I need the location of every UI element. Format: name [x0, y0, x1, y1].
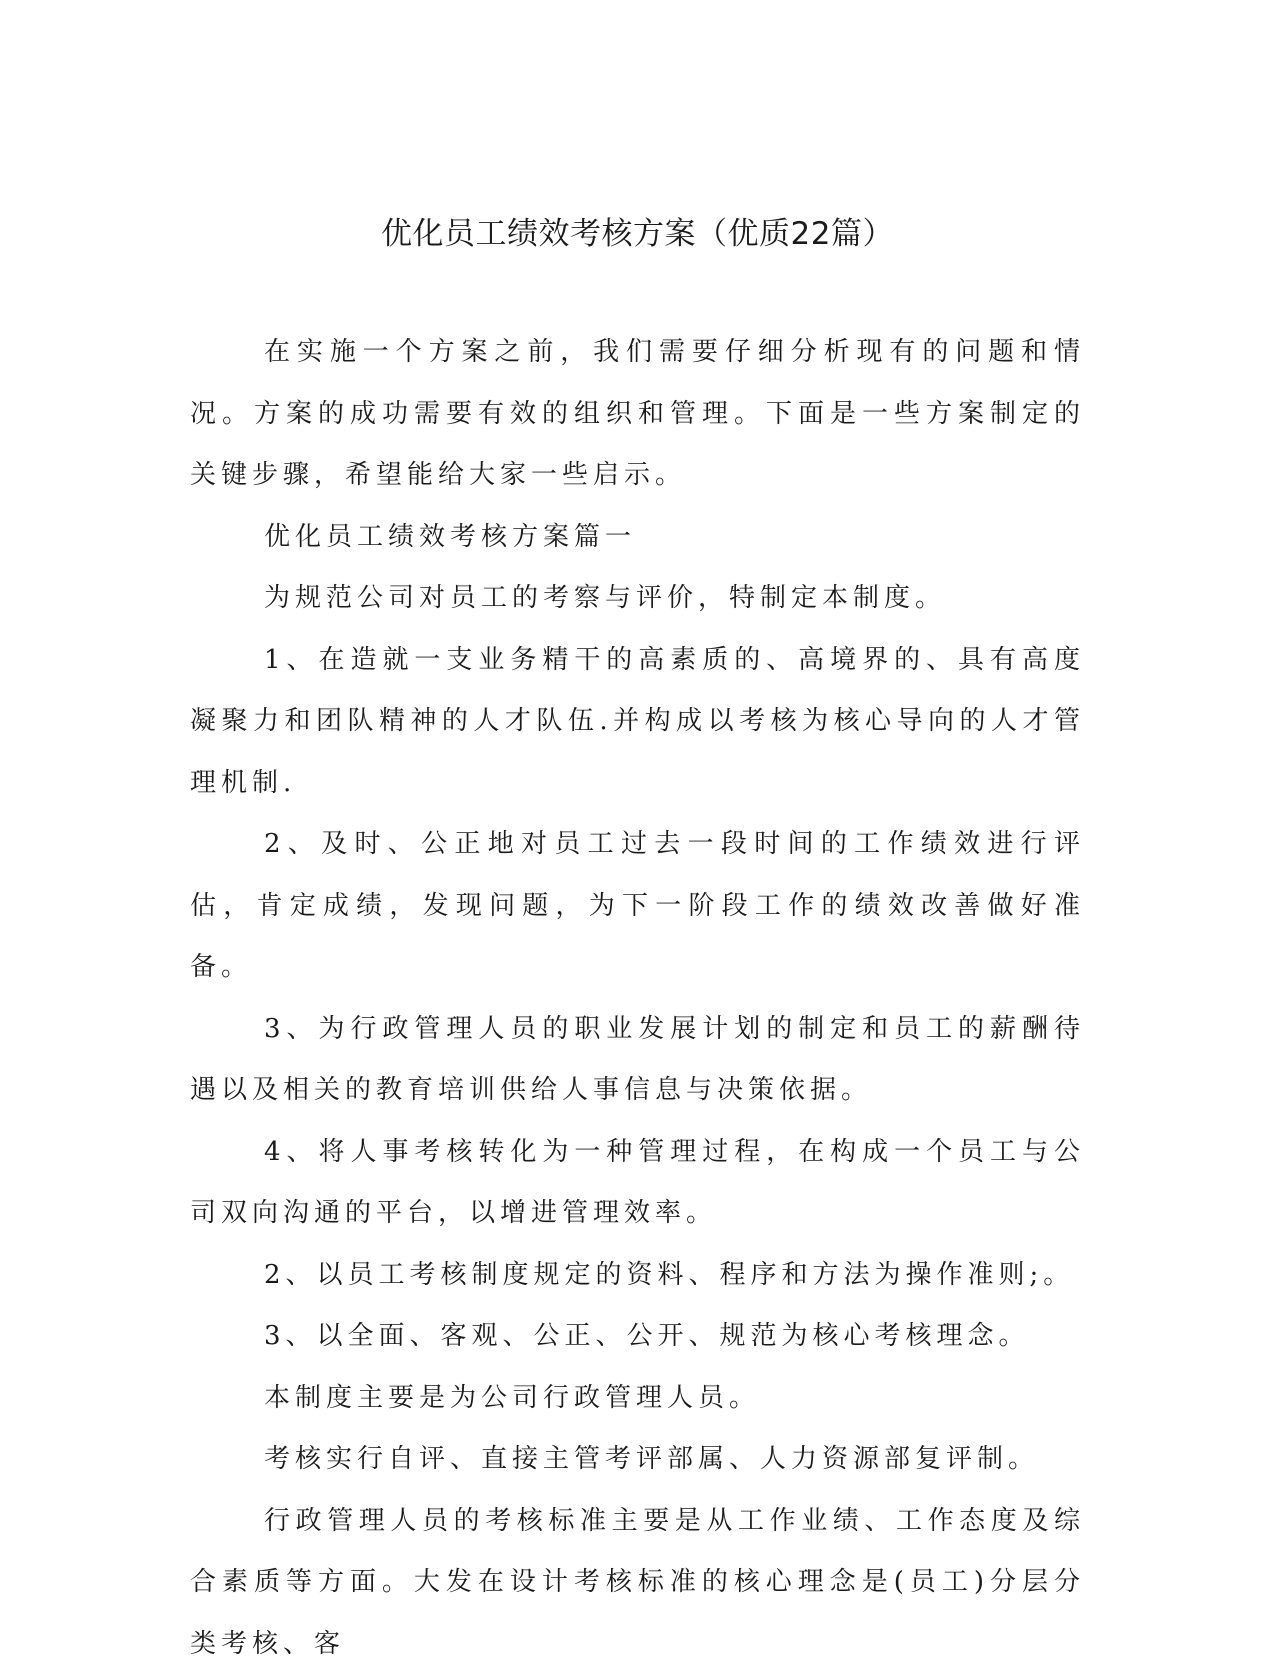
paragraph-standards: 行政管理人员的考核标准主要是从工作业绩、工作态度及综合素质等方面。大发在设计考核标准的核心理念是(员工)分层分类考核、客 — [190, 1491, 1085, 1675]
document-body — [190, 322, 1085, 1675]
paragraph-section-heading: 优化员工绩效考核方案篇一 — [190, 507, 1085, 569]
paragraph-purpose: 为规范公司对员工的考察与评价，特制定本制度。 — [190, 568, 1085, 630]
paragraph-item-2: 2、及时、公正地对员工过去一段时间的工作绩效进行评估，肯定成绩，发现问题，为下一阶段工作的绩效改善做好准备。 — [190, 814, 1085, 999]
paragraph-item-4: 4、将人事考核转化为一种管理过程，在构成一个员工与公司双向沟通的平台，以增进管理效率。 — [190, 1122, 1085, 1245]
paragraph-principle-2: 2、以员工考核制度规定的资料、程序和方法为操作准则;。 — [190, 1245, 1085, 1307]
document-title: 优化员工绩效考核方案（优质22篇） — [0, 208, 1275, 253]
paragraph-principle-3: 3、以全面、客观、公正、公开、规范为核心考核理念。 — [190, 1306, 1085, 1368]
paragraph-intro: 在实施一个方案之前，我们需要仔细分析现有的问题和情况。方案的成功需要有效的组织和管理。下面是一些方案制定的关键步骤，希望能给大家一些启示。 — [190, 322, 1085, 507]
paragraph-scope: 本制度主要是为公司行政管理人员。 — [190, 1368, 1085, 1430]
paragraph-item-3: 3、为行政管理人员的职业发展计划的制定和员工的薪酬待遇以及相关的教育培训供给人事信息与决策依据。 — [190, 999, 1085, 1122]
paragraph-item-1: 1、在造就一支业务精干的高素质的、高境界的、具有高度凝聚力和团队精神的人才队伍.并构成以考核为核心导向的人才管理机制. — [190, 630, 1085, 815]
paragraph-method: 考核实行自评、直接主管考评部属、人力资源部复评制。 — [190, 1429, 1085, 1491]
